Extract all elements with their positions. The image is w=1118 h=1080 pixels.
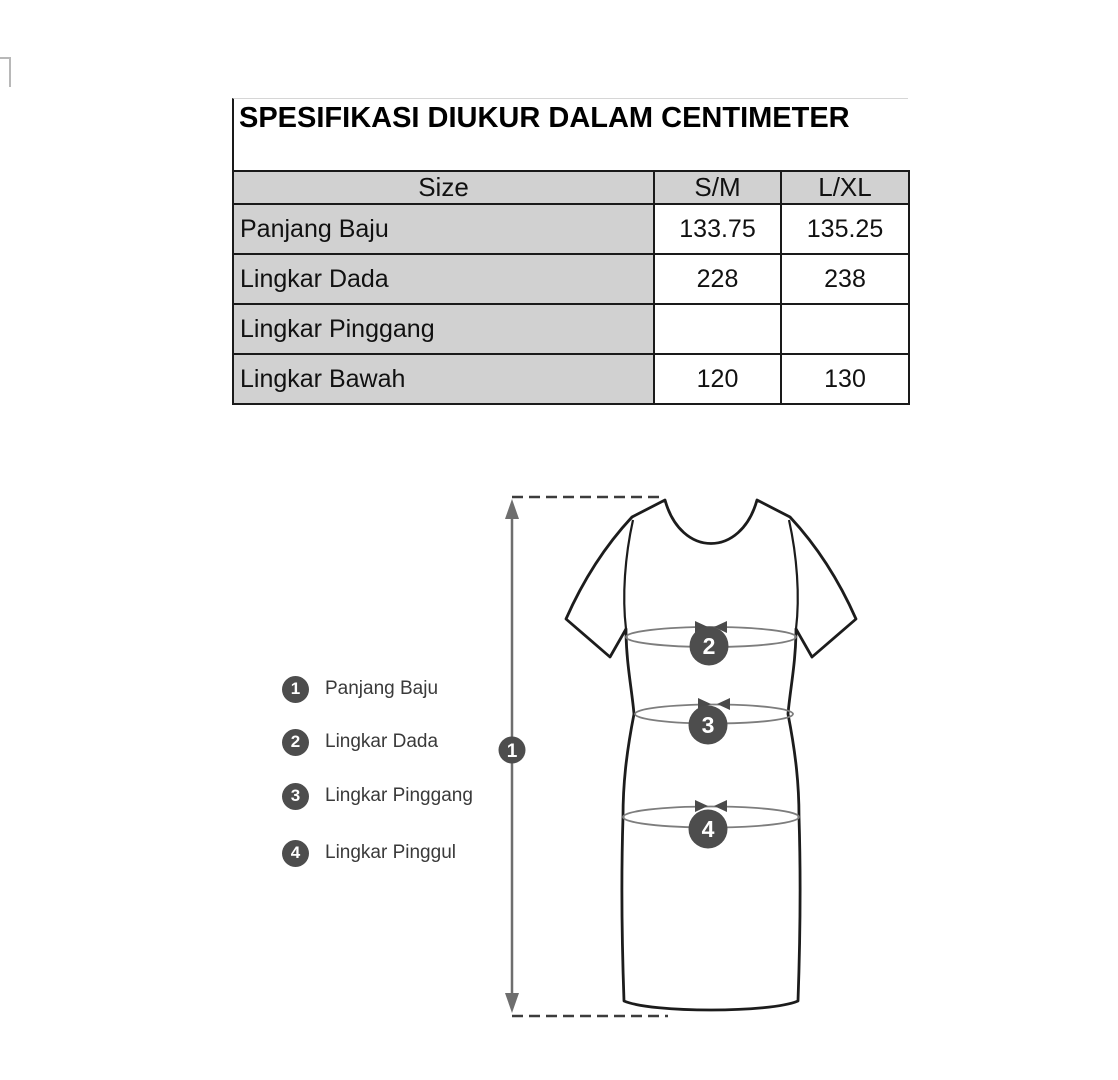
- cell-value: [781, 304, 909, 354]
- table-row: [233, 304, 909, 354]
- table-header-row: [233, 171, 909, 204]
- legend-number-badge: 1: [282, 676, 309, 703]
- cell-value: 135.25: [781, 204, 909, 254]
- cell-value: [654, 304, 781, 354]
- arrow-up-icon: [505, 499, 519, 519]
- legend-number-badge: 4: [282, 840, 309, 867]
- dress-outline: [566, 500, 856, 1010]
- title-block: [232, 98, 908, 170]
- column-header-sm: S/M: [654, 171, 781, 204]
- page-title: SPESIFIKASI DIUKUR DALAM CENTIMETER: [239, 102, 850, 134]
- row-label: Lingkar Bawah: [233, 354, 654, 404]
- cell-value: 120: [654, 354, 781, 404]
- legend-number-badge: 2: [282, 729, 309, 756]
- table-row: [233, 204, 909, 254]
- cell-value: 228: [654, 254, 781, 304]
- marker-1-number: 1: [506, 741, 518, 762]
- legend-label: Lingkar Pinggang: [325, 785, 473, 806]
- table-row: [233, 354, 909, 404]
- legend-label: Lingkar Dada: [325, 731, 439, 752]
- marker-2-number: 2: [702, 633, 716, 659]
- arrow-down-icon: [505, 993, 519, 1013]
- cell-value: 133.75: [654, 204, 781, 254]
- cell-value: 238: [781, 254, 909, 304]
- crop-corner-artifact: [0, 57, 11, 87]
- size-table: [232, 170, 910, 405]
- legend-number-badge: 3: [282, 783, 309, 810]
- column-header-size: Size: [233, 171, 654, 204]
- cell-value: 130: [781, 354, 909, 404]
- row-label: Lingkar Pinggang: [233, 304, 654, 354]
- legend-label: Lingkar Pinggul: [325, 842, 456, 863]
- row-label: Lingkar Dada: [233, 254, 654, 304]
- table-row: [233, 254, 909, 304]
- legend-label: Panjang Baju: [325, 678, 439, 699]
- row-label: Panjang Baju: [233, 204, 654, 254]
- dress-measurement-diagram: [0, 470, 1118, 1080]
- column-header-lxl: L/XL: [781, 171, 909, 204]
- marker-3-number: 3: [701, 712, 715, 738]
- marker-4-number: 4: [701, 816, 715, 842]
